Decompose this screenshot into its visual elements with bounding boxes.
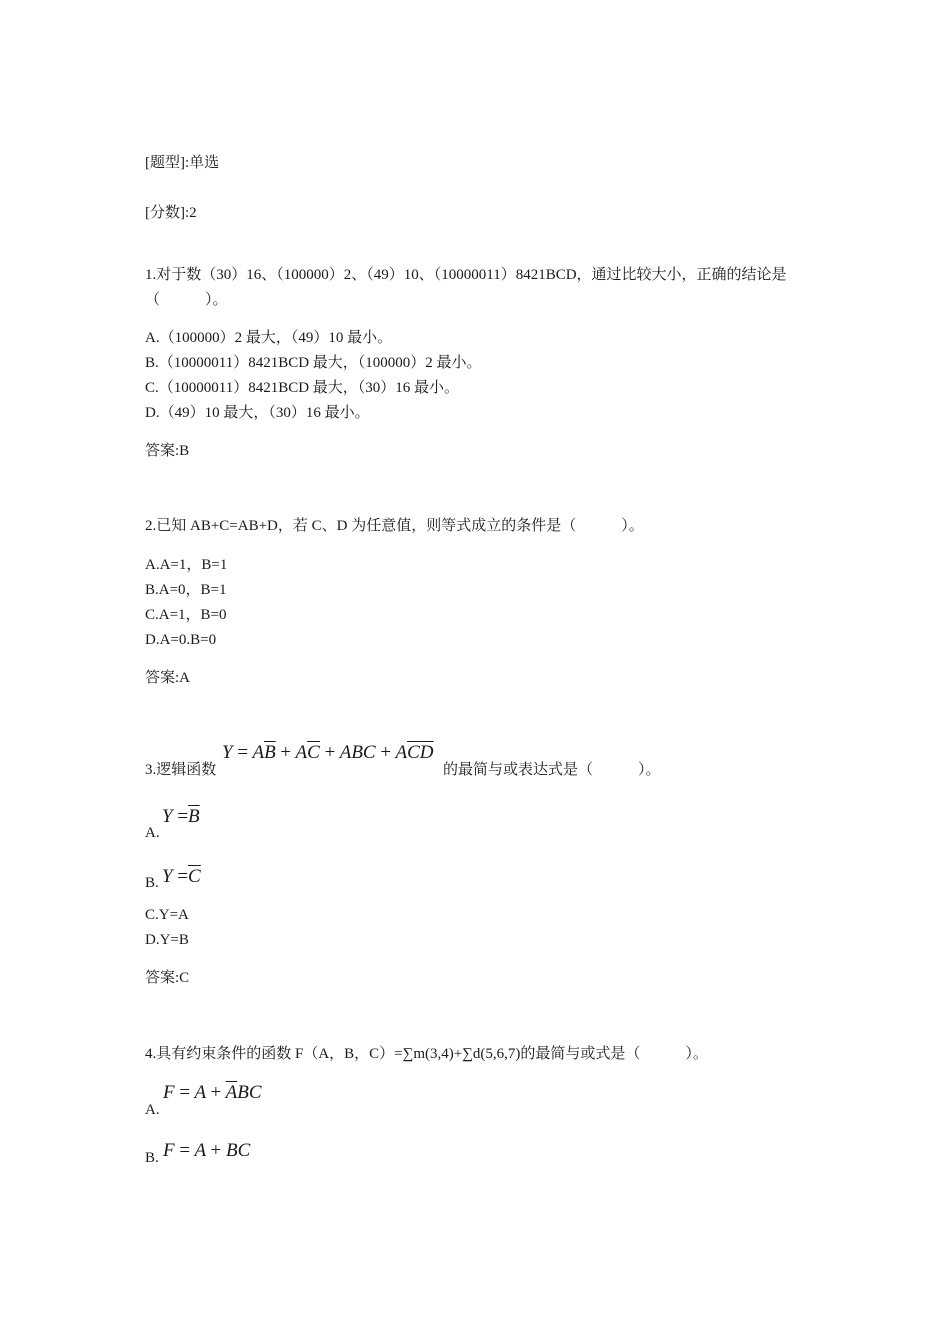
- question-1-option-c: C.（10000011）8421BCD 最大，（30）16 最小。: [145, 380, 460, 396]
- question-1-option-d: D.（49）10 最大，（30）16 最小。: [145, 405, 370, 421]
- question-3-formula: $Y = A\overline{B} + A\overline{C}$ + ABC + $A\overline{C}\overline{D}$: [222, 742, 434, 763]
- question-2-option-a: A.A=1，B=1: [145, 557, 228, 573]
- question-2-option-c: C.A=1，B=0: [145, 607, 227, 623]
- question-4-option-a: A.: [145, 1102, 160, 1118]
- question-1-answer: 答案:B: [145, 443, 190, 459]
- question-1-stem: 1.对于数（30）16、（100000）2、（49）10、（10000011）8421BCD，通过比较大小，正确的结论是（ ）。: [145, 267, 787, 308]
- question-2-stem: 2.已知 AB+C=AB+D，若 C、D 为任意值，则等式成立的条件是（ ）。: [145, 518, 644, 534]
- question-4-option-b: B.: [145, 1150, 159, 1166]
- question-3-option-d: D.Y=B: [145, 932, 189, 948]
- question-3-answer: 答案:C: [145, 970, 190, 986]
- question-score-label: [分数]:2: [145, 205, 197, 221]
- question-3-option-a-formula: $Y =\overline{B}$: [162, 806, 200, 827]
- question-type-label: [题型]:单选: [145, 155, 220, 171]
- question-4-option-a-formula: $F = A + \overline{A}BC$: [163, 1082, 262, 1103]
- question-1-option-b: B.（10000011）8421BCD 最大，（100000）2 最小。: [145, 355, 482, 371]
- question-4-option-b-formula: F = A + BC: [163, 1140, 251, 1161]
- question-3-option-c: C.Y=A: [145, 907, 189, 923]
- question-2-option-d: D.A=0.B=0: [145, 632, 217, 648]
- question-1-option-a: A.（100000）2 最大，（49）10 最小。: [145, 330, 393, 346]
- question-2-answer: 答案:A: [145, 670, 191, 686]
- question-3-option-b: B.: [145, 875, 159, 891]
- question-3-option-b-formula: $Y =\overline{C}$: [162, 866, 201, 887]
- question-2-option-b: B.A=0，B=1: [145, 582, 227, 598]
- question-3-stem-suffix: 的最简与或表达式是（ ）。: [443, 762, 661, 778]
- question-4-stem: 4.具有约束条件的函数 F（A，B，C）=∑m(3,4)+∑d(5,6,7)的最简与或式是（ ）。: [145, 1046, 708, 1062]
- question-3-stem-prefix: 3.逻辑函数: [145, 762, 217, 778]
- question-3-option-a: A.: [145, 825, 160, 841]
